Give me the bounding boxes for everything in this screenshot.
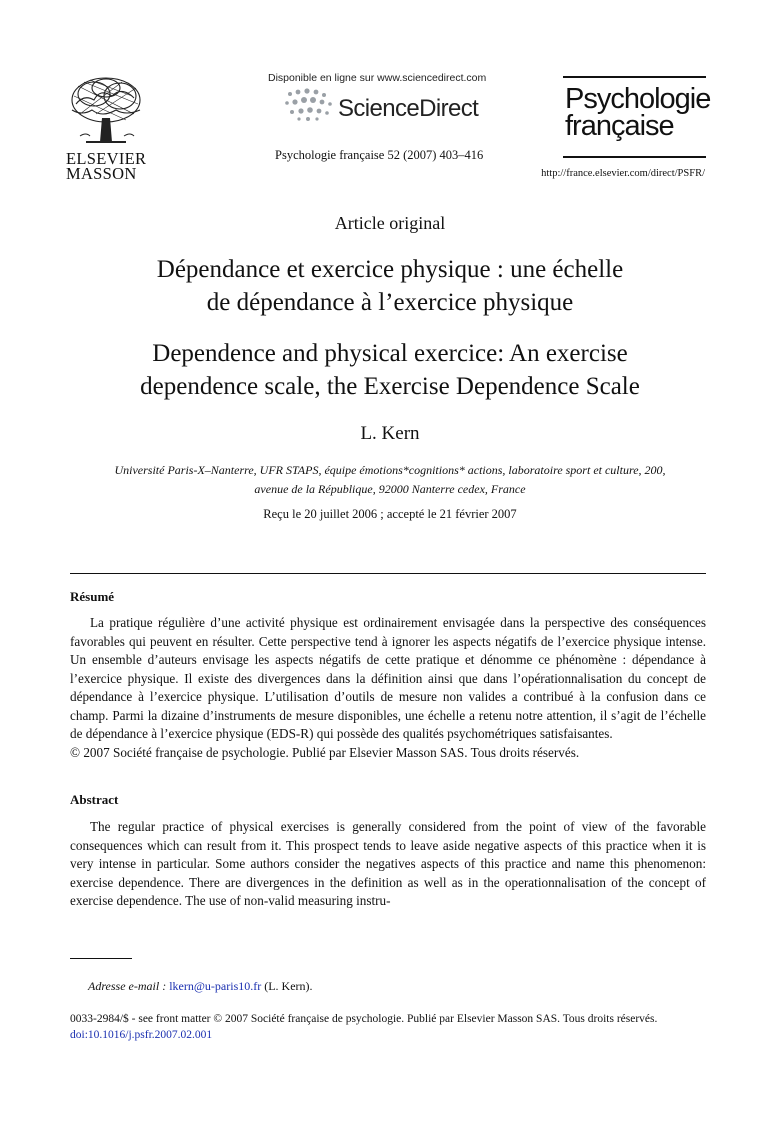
sciencedirect-availability: Disponible en ligne sur www.sciencedirect.com: [268, 72, 487, 84]
affiliation-line1: Université Paris-X–Nanterre, UFR STAPS, équipe émotions*cognitions* actions, laboratoire sport et culture, 200,: [114, 463, 666, 477]
journal-logo-rule-top: [563, 76, 706, 78]
abstract-body: [70, 818, 706, 911]
title-english: [60, 337, 720, 403]
sciencedirect-brand: ScienceDirect: [338, 95, 479, 122]
doi-link[interactable]: doi:10.1016/j.psfr.2007.02.001: [70, 1029, 213, 1041]
divider: [70, 573, 706, 574]
journal-logo: [565, 83, 711, 142]
affiliation: [66, 461, 714, 499]
footnote-email: [88, 979, 313, 994]
author-email-link[interactable]: lkern@u-paris10.fr: [169, 979, 262, 993]
article-type: Article original: [334, 213, 446, 233]
footnote-label: Adresse e-mail :: [88, 979, 167, 993]
publisher-name-elsevier: ELSEVIER: [66, 149, 147, 168]
footnote-rule: [70, 958, 132, 959]
abstract-heading: Abstract: [70, 792, 119, 807]
received-accepted-dates: Reçu le 20 juillet 2006 ; accepté le 21 février 2007: [263, 507, 517, 521]
resume-text: La pratique régulière d’une activité physique est ordinairement envisagée dans la perspective des conséquences favorables qui peuvent en résulter. Cette perspective tend à ignorer les aspects négatifs de l’exercice physique intense. Un ensemble d’auteurs envisage les aspects négatifs de cette pratique et dénomme ce phénomène : dépendance à l’exercice physique. Il existe des divergences dans la définition ainsi que dans l’opérationnalisation du concept de dépendance à l’exercice physique. L’utilisation d’outils de mesure non valides a contribué à la confusion dans ce champ. Parmi la dizaine d’instruments de mesure disponibles, une échelle a retenu notre attention, il s’agit de l’échelle de dépendance à l’exercice physique (EDS-R) qui possède des qualités psychométriques satisfaisantes.: [70, 615, 706, 741]
title-english-line2: dependence scale, the Exercise Dependence Scale: [140, 373, 640, 400]
elsevier-masson-logo: [66, 74, 147, 183]
title-french-line2: de dépendance à l’exercice physique: [206, 289, 574, 316]
journal-citation: Psychologie française 52 (2007) 403–416: [275, 148, 484, 162]
issn-copyright: 0033-2984/$ - see front matter © 2007 Société française de psychologie. Publié par Elsevier Masson SAS. Tous droits réservés.: [70, 1013, 658, 1025]
journal-logo-line2: française: [565, 110, 674, 142]
footnote-suffix: (L. Kern).: [264, 979, 313, 993]
publisher-name-masson: MASSON: [66, 164, 137, 183]
journal-logo-line1: Psychologie: [565, 83, 711, 115]
title-french: [60, 253, 720, 319]
title-french-line1: Dépendance et exercice physique : une échelle: [156, 256, 624, 283]
affiliation-line2: avenue de la République, 92000 Nanterre cedex, France: [254, 482, 526, 496]
journal-url-link[interactable]: http://france.elsevier.com/direct/PSFR/: [541, 168, 705, 179]
resume-body: [70, 614, 706, 762]
elsevier-tree-icon: [66, 74, 146, 146]
resume-heading: Résumé: [70, 589, 115, 604]
title-english-line1: Dependence and physical exercice: An exercise: [152, 340, 628, 367]
resume-copyright: © 2007 Société française de psychologie. Publié par Elsevier Masson SAS. Tous droits réservés.: [70, 744, 580, 760]
abstract-text: The regular practice of physical exercises is generally considered from the point of view of the favorable consequences which can result from it. This prospect tends to leave aside negative aspects of this practice when it is very intense in particular. Some authors consider the negatives aspects of this practice and name this phenomenon: exercise dependence. There are divergences in the definition as well as in the operationnalisation of the concept of exercise dependence. The use of non-valid measuring instru-: [70, 819, 706, 908]
author: L. Kern: [360, 423, 420, 444]
journal-logo-rule-bottom: [563, 156, 706, 158]
